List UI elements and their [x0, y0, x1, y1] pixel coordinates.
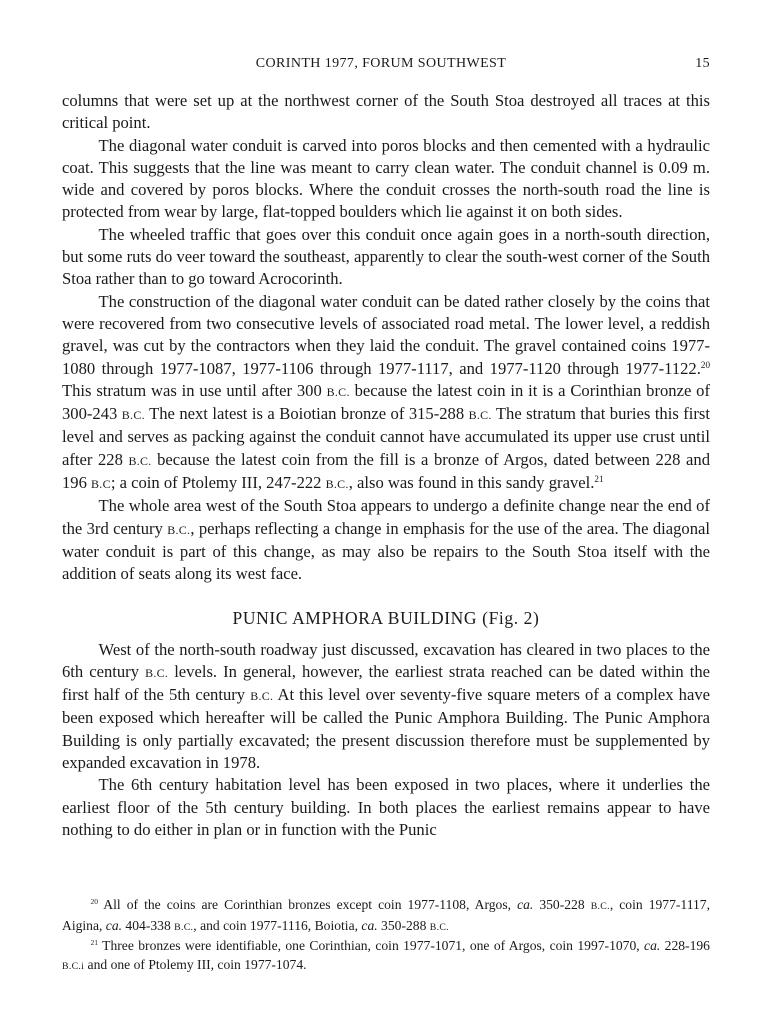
paragraph-text: because the latest coin in it is a Corinthian bronze of 300-243	[62, 380, 710, 424]
paragraph	[62, 774, 710, 841]
era-abbrev: B.C.	[174, 921, 194, 933]
footnote-text: 228-196	[660, 938, 710, 954]
era-abbrev: B.C	[91, 477, 111, 492]
paragraph-text: The construction of the diagonal water conduit can be dated rather closely by the coins that were recovered from two consecutive levels of associated road metal. The lower level, a reddish gravel, was cut by the contractors when they laid the conduit. The gravel contained coins 1977-1080 through 1977-1087, 1977-1106 through 1977-1117, and 1977-1120 through 1977-1122.	[62, 291, 710, 378]
paragraph-text: , also was found in this sandy gravel.	[348, 473, 595, 493]
era-abbrev: B.C.	[590, 901, 610, 912]
era-abbrev: B.C.	[468, 408, 492, 423]
paragraph-text: At this level over seventy-five square meters of a complex have been exposed which hereafter will be called the Punic Amphora Building. The Punic Amphora Building is only partially excavated; the present discussion therefore must be supplemented by expanded excavation in 1978.	[62, 685, 710, 773]
paragraph-text: levels. In general, however, the earliest strata reached can be dated within the first half of the 5th century	[62, 661, 710, 705]
footnote-text: , and coin 1977-1116, Boiotia,	[193, 917, 362, 933]
paragraph	[62, 224, 710, 291]
era-abbrev: B.C.	[250, 689, 274, 704]
footnote-italic: ca.	[517, 897, 534, 912]
footnotes	[62, 896, 710, 976]
footnote-text: 350-288	[377, 917, 430, 933]
era-abbrev: B.C.	[325, 477, 349, 492]
paragraph	[62, 291, 710, 496]
paragraph	[62, 495, 710, 585]
footnote-text: All of the coins are Corinthian bronzes except coin 1977-1108, Argos,	[98, 897, 518, 912]
footnote-text: and one of Ptolemy III, coin 1977-1074.	[84, 956, 307, 972]
footnote-text: 404-338	[122, 917, 175, 933]
era-abbrev: B.C.i	[62, 960, 85, 972]
footnote-text: Three bronzes were identifiable, one Corinthian, coin 1977-1071, one of Argos, coin 1997-1070,	[98, 938, 645, 954]
running-title: CORINTH 1977, FORUM SOUTHWEST	[255, 56, 507, 71]
paragraph-text: because the latest coin from the fill is a bronze of Argos, dated between 228 and 196	[62, 449, 710, 493]
paragraph-text: ; a coin of Ptolemy III, 247-222	[110, 473, 326, 493]
paragraph-text: The whole area west of the South Stoa appears to undergo a definite change near the end of the 3rd century	[62, 496, 710, 538]
footnote-20	[62, 896, 710, 937]
footnote-number: 20	[90, 897, 99, 907]
footnote-italic: ca.	[644, 938, 661, 954]
footnote-italic: ca.	[361, 917, 378, 933]
footnote-ref: 20	[700, 359, 710, 370]
paragraph	[62, 135, 710, 224]
era-abbrev: B.C.	[121, 408, 145, 423]
era-abbrev: B.C.	[128, 453, 152, 468]
footnote-text: , coin 1977-1117, Aigina,	[62, 897, 711, 933]
body-text	[62, 90, 710, 841]
footnote-21	[62, 937, 710, 976]
footnote-italic: ca.	[105, 917, 123, 933]
paragraph-text: The stratum that buries this first level and serves as packing against the conduit cannot have accumulated its upper use crust until after 228	[62, 404, 710, 469]
paragraph	[62, 90, 710, 135]
paragraph-text: , perhaps reflecting a change in emphasis for the use of the area. The diagonal water conduit is part of this change, as may also be repairs to the South Stoa itself with the addition of seats along its west face.	[62, 518, 710, 584]
era-abbrev: B.C.	[429, 921, 449, 933]
paragraph-text: The 6th century habitation level has been exposed in two places, where it underlies the earliest floor of the 5th century building. In both places the earliest remains appear to have nothing to do either in plan or in function with the Punic	[62, 775, 710, 839]
paragraph-text: The diagonal water conduit is carved into poros blocks and then cemented with a hydraulic coat. This suggests that the line was meant to carry clean water. The conduit channel is 0.09 m. wide and covered by poros blocks. Where the conduit crosses the north-south road the line is protected from wear by large, flat-topped boulders which lie against it on both sides.	[62, 135, 710, 222]
era-abbrev: B.C.	[167, 522, 191, 537]
running-head	[62, 54, 710, 74]
footnote-ref: 21	[594, 474, 604, 485]
section-heading: PUNIC AMPHORA BUILDING (Fig. 2)	[232, 607, 540, 628]
era-abbrev: B.C.	[326, 384, 350, 399]
footnote-number: 21	[90, 938, 99, 948]
paragraph-text: West of the north-south roadway just discussed, excavation has cleared in two places to the 6th century	[62, 639, 710, 681]
paragraph	[62, 639, 710, 775]
paragraph-text: columns that were set up at the northwest corner of the South Stoa destroyed all traces at this critical point.	[62, 91, 710, 133]
era-abbrev: B.C.	[145, 665, 169, 680]
paragraph-text: This stratum was in use until after 300	[62, 380, 327, 400]
paragraph-text: The wheeled traffic that goes over this conduit once again goes in a north-south direction, but some ruts do veer toward the southeast, apparently to clear the south-west corner of the South Stoa rather than to go toward Acrocorinth.	[62, 224, 710, 289]
paragraph-text: The next latest is a Boiotian bronze of 315-288	[144, 404, 469, 424]
page-number: 15	[695, 56, 710, 71]
footnote-text: 350-228	[533, 897, 591, 912]
